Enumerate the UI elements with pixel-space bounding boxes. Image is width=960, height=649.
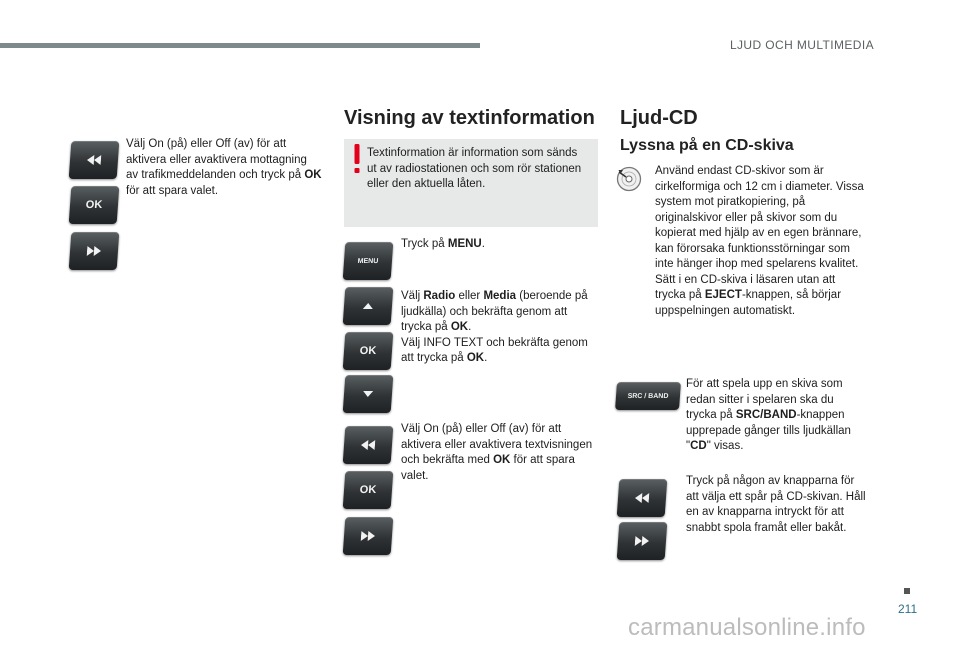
section-label: LJUD OCH MULTIMEDIA [729,38,874,52]
watermark: carmanualsonline.info [628,614,866,641]
track-select-text: Tryck på någon av knapparna för att välja ett spår på CD-skivan. Håll en av knapparna intryckt för att snabbt spola framåt eller bakåt. [686,475,866,534]
ok-button-2[interactable]: OK [343,332,394,370]
page-number: 211 [898,602,918,616]
previous-track-button[interactable] [617,479,668,517]
arrow-up-icon [361,301,376,311]
header-bar [0,43,480,48]
fast-forward-icon [87,246,102,256]
note-text: Textinformation är information som sänds ut av radiostationen och som rör stationen eller den aktuella låten. [367,147,582,190]
fast-forward-icon [361,531,376,541]
chapter-marker [904,588,910,594]
rewind-icon [87,155,102,165]
ok-button[interactable]: OK [69,186,120,224]
warning-icon [353,144,361,174]
src-band-text: För att spela upp en skiva som redan sitter i spelaren ska du trycka på SRC/BAND-knappen upprepade gånger tills ljudkällan "CD" visas. [686,378,851,452]
step-text-display-text: Välj On (på) eller Off (av) för att aktivera eller avaktivera textvisningen och bekräfta med OK för att spara valet. [401,423,593,482]
ok-button-3[interactable]: OK [343,471,394,509]
down-button[interactable] [343,375,394,413]
up-button[interactable] [343,287,394,325]
audio-cd-title: Ljud-CD [620,107,698,129]
arrow-down-icon [361,389,376,399]
fast-forward-button[interactable] [69,232,120,270]
cd-usage-text: Använd endast CD-skivor som är cirkelformiga och 12 cm i diameter. Vissa system mot piratkopiering, på originalskivor eller på skivor som du kopierat med hjälp av en egen brännare, kan förorsaka funktionsstörningar som inte hänger ihop med spelarens kvalitet. Sätt i en CD-skiva i läsaren utan att trycka på EJECT-knappen, så börjar uppspelningen automatiskt. [655,165,864,317]
listen-cd-subtitle: Lyssna på en CD-skiva [620,137,794,154]
rewind-button-2[interactable] [343,426,394,464]
menu-button[interactable]: MENU [343,242,394,280]
step-select-source-text: Välj Radio eller Media (beroende på ljudkälla) och bekräfta genom att trycka på OK. Välj INFO TEXT och bekräfta genom att trycka på OK. [401,290,588,364]
step-menu-text: Tryck på MENU. [401,238,485,250]
traffic-info-text: Välj On (på) eller Off (av) för att aktivera eller avaktivera mottagning av trafikmeddelanden och tryck på OK för att spara valet. [126,138,322,197]
rewind-icon [361,440,376,450]
rewind-icon [635,493,650,503]
text-info-title: Visning av textinformation [344,107,595,129]
cd-disc-icon [616,166,642,192]
src-band-button[interactable]: SRC / BAND [615,382,681,410]
rewind-button[interactable] [69,141,120,179]
next-track-button[interactable] [617,522,668,560]
fast-forward-button-2[interactable] [343,517,394,555]
fast-forward-icon [635,536,650,546]
